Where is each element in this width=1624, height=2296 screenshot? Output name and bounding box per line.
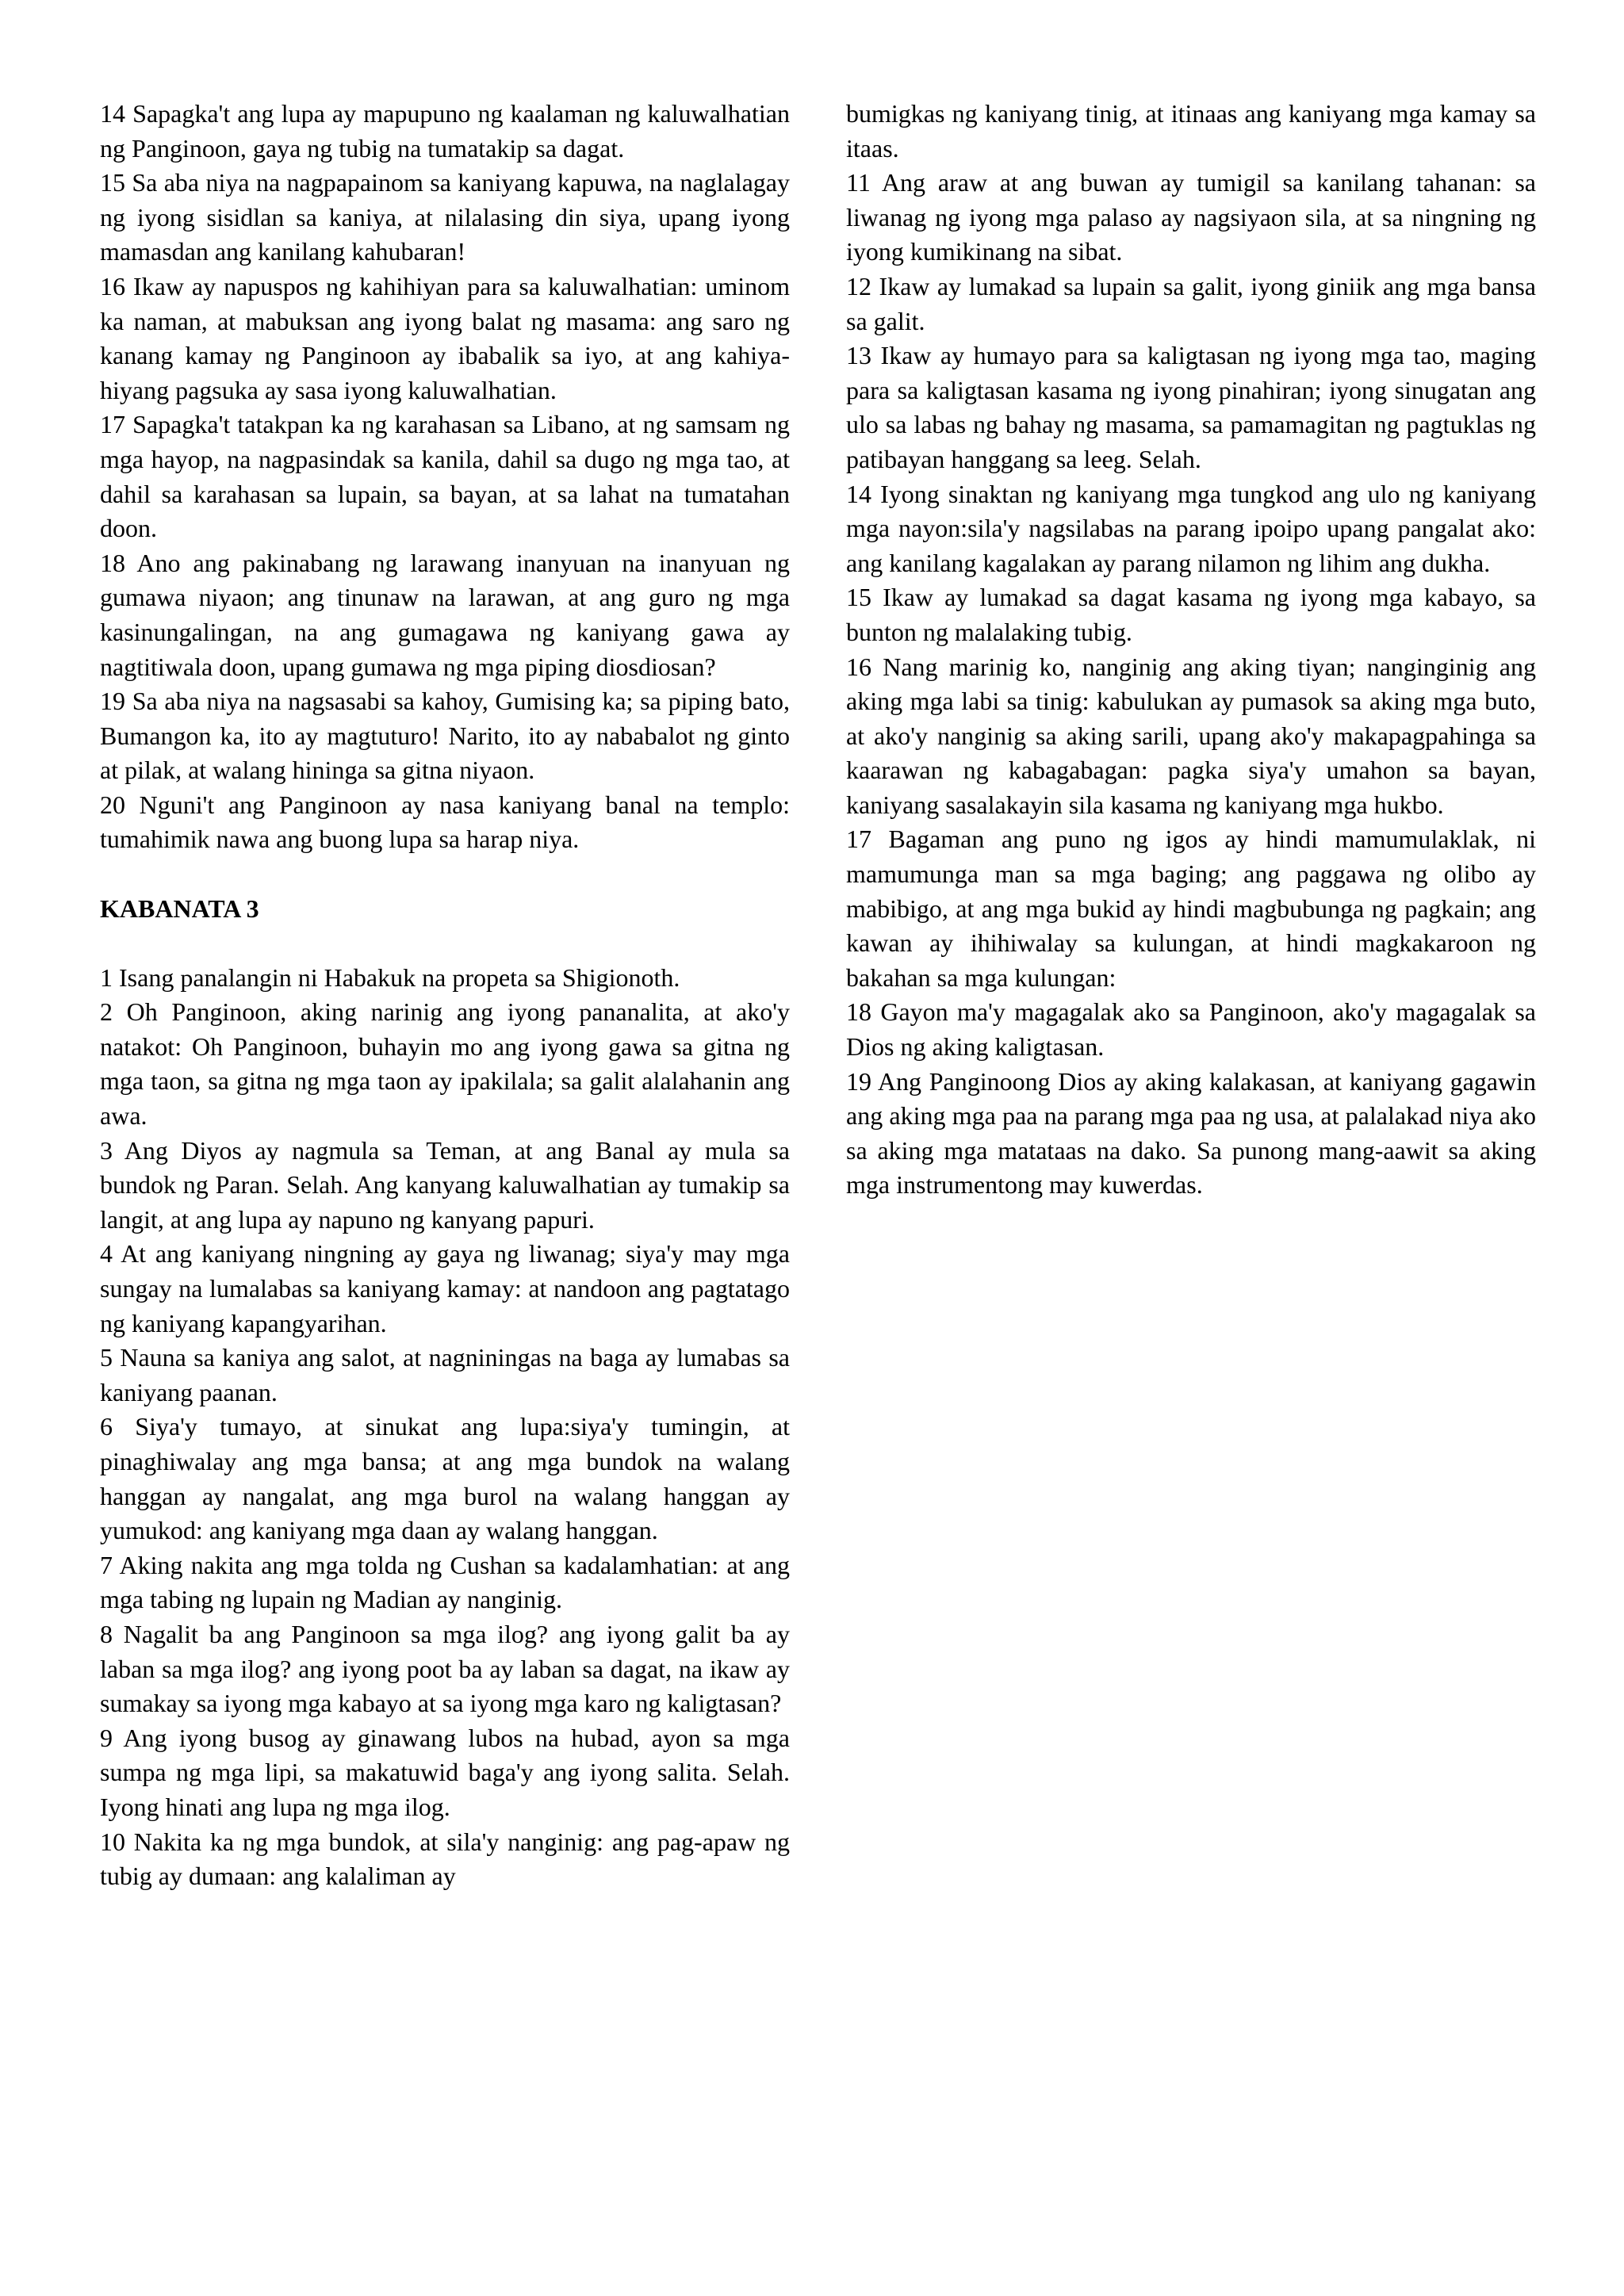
verse-3-12: 12 Ikaw ay lumakad sa lupain sa galit, iyong giniik ang mga bansa sa galit. xyxy=(846,271,1536,335)
chapter-heading: KABANATA 3 xyxy=(100,894,259,924)
verse-3-5: 5 Nauna sa kaniya ang salot, at nagniningas na baga ay lumabas sa kaniyang paanan. xyxy=(100,1343,790,1406)
verse-3-16: 16 Nang marinig ko, nanginig ang aking tiyan; nanginginig ang aking mga labi sa tinig: kabulukan ay pumasok sa aking mga buto, at ako'y nanginig sa aking sarili, upang ako'y makapagpahinga sa kaarawan ng kabagabagan: pagka siya'y umahon sa bayan, kaniyang sasalakayin sila kasama ng kaniyang mga hukbo. xyxy=(846,652,1536,819)
verse-3-14: 14 Iyong sinaktan ng kaniyang mga tungkod ang ulo ng kaniyang mga nayon:sila'y nagsilabas na parang ipoipo upang pangalat ako: ang kanilang kagalakan ay parang nilamon ng lihim ang dukha. xyxy=(846,479,1536,577)
verse-2-18: 18 Ano ang pakinabang ng larawang inanyuan na inanyuan ng gumawa niyaon; ang tinunaw na larawan, at ang guro ng mga kasinungalingan, na ang gumagawa ng kaniyang gawa ay nagtitiwala doon, upang gumawa ng mga piping diosdiosan? xyxy=(100,548,790,681)
verse-2-15: 15 Sa aba niya na nagpapainom sa kaniyang kapuwa, na naglalagay ng iyong sisidlan sa kaniya, at nilalasing din siya, upang iyong mamasdan ang kanilang kahubaran! xyxy=(100,168,790,266)
verse-3-6: 6 Siya'y tumayo, at sinukat ang lupa:siya'y tumingin, at pinaghiwalay ang mga bansa; at ang mga bundok na walang hanggan ay nangalat, ang mga burol na walang hanggan ay yumukod: ang kaniyang mga daan ay walang hanggan. xyxy=(100,1412,790,1545)
right-column xyxy=(846,97,1536,1203)
left-column xyxy=(100,97,790,1894)
verse-3-4: 4 At ang kaniyang ningning ay gaya ng liwanag; siya'y may mga sungay na lumalabas sa kaniyang kamay: at nandoon ang pagtatago ng kaniyang kapangyarihan. xyxy=(100,1239,790,1337)
verse-3-17: 17 Bagaman ang puno ng igos ay hindi mamumulaklak, ni mamumunga man sa mga baging; ang paggawa ng olibo ay mabibigo, at ang mga bukid ay hindi magbubunga ng pagkain; ang kawan ay ihihiwalay sa kulungan, at hindi magkakaroon ng bakahan sa mga kulungan: xyxy=(846,825,1536,992)
verse-3-7: 7 Aking nakita ang mga tolda ng Cushan sa kadalamhatian: at ang mga tabing ng lupain ng Madian ay nanginig. xyxy=(100,1550,790,1614)
verse-2-17: 17 Sapagka't tatakpan ka ng karahasan sa Libano, at ng samsam ng mga hayop, na nagpasindak sa kanila, dahil sa dugo ng mga tao, at dahil sa karahasan sa lupain, sa bayan, at sa lahat na tumatahan doon. xyxy=(100,410,790,543)
verse-3-1: 1 Isang panalangin ni Habakuk na propeta sa Shigionoth. xyxy=(100,962,680,992)
verse-2-16: 16 Ikaw ay napuspos ng kahihiyan para sa kaluwalhatian: uminom ka naman, at mabuksan ang iyong balat ng masama: ang saro ng kanang kamay ng Panginoon ay ibabalik sa iyo, at ang kahiya-hiyang pagsuka ay sasa iyong kaluwalhatian. xyxy=(100,271,790,404)
verse-3-2: 2 Oh Panginoon, aking narinig ang iyong pananalita, at ako'y natakot: Oh Panginoon, buhayin mo ang iyong gawa sa gitna ng mga taon, sa gitna ng mga taon ay ipakilala; sa galit alalahanin ang awa. xyxy=(100,997,790,1131)
verse-3-13: 13 Ikaw ay humayo para sa kaligtasan ng iyong mga tao, maging para sa kaligtasan kasama ng iyong pinahiran; iyong sinugatan ang ulo sa labas ng bahay ng masama, sa pamamagitan ng pagtuklas ng patibayan hanggang sa leeg. Selah. xyxy=(846,341,1536,473)
verse-3-3: 3 Ang Diyos ay nagmula sa Teman, at ang Banal ay mula sa bundok ng Paran. Selah. Ang kanyang kaluwalhatian ay tumakip sa langit, at ang lupa ay napuno ng kanyang papuri. xyxy=(100,1135,790,1234)
verse-3-10-continued: bumigkas ng kaniyang tinig, at itinaas ang kaniyang mga kamay sa itaas. xyxy=(846,99,1536,163)
verse-3-18: 18 Gayon ma'y magagalak ako sa Panginoon, ako'y magagalak sa Dios ng aking kaligtasan. xyxy=(846,997,1536,1062)
verse-2-19: 19 Sa aba niya na nagsasabi sa kahoy, Gumising ka; sa piping bato, Bumangon ka, ito ay magtuturo! Narito, ito ay nababalot ng ginto at pilak, at walang hininga sa gitna niyaon. xyxy=(100,687,790,785)
verse-3-11: 11 Ang araw at ang buwan ay tumigil sa kanilang tahanan: sa liwanag ng iyong mga palaso ay nagsiyaon sila, at sa ningning ng iyong kumikinang na sibat. xyxy=(846,168,1536,266)
verse-2-20: 20 Nguni't ang Panginoon ay nasa kaniyang banal na templo: tumahimik nawa ang buong lupa sa harap niya. xyxy=(100,790,790,854)
verse-2-14: 14 Sapagka't ang lupa ay mapupuno ng kaalaman ng kaluwalhatian ng Panginoon, gaya ng tubig na tumatakip sa dagat. xyxy=(100,99,790,163)
verse-3-19: 19 Ang Panginoong Dios ay aking kalakasan, at kaniyang gagawin ang aking mga paa na parang mga paa ng usa, at palalakad niya ako sa aking mga matataas na dako. Sa punong mang-aawit sa aking mga instrumentong may kuwerdas. xyxy=(846,1066,1536,1200)
verse-3-10-start: 10 Nakita ka ng mga bundok, at sila'y nanginig: ang pag-apaw ng tubig ay dumaan: ang kalaliman ay xyxy=(100,1827,790,1891)
verse-3-8: 8 Nagalit ba ang Panginoon sa mga ilog? ang iyong galit ba ay laban sa mga ilog? ang iyong poot ba ay laban sa dagat, na ikaw ay sumakay sa iyong mga kabayo at sa iyong mga karo ng kaligtasan? xyxy=(100,1619,790,1718)
verse-3-9: 9 Ang iyong busog ay ginawang lubos na hubad, ayon sa mga sumpa ng mga lipi, sa makatuwid baga'y ang iyong salita. Selah. Iyong hinati ang lupa ng mga ilog. xyxy=(100,1723,790,1821)
verse-3-15: 15 Ikaw ay lumakad sa dagat kasama ng iyong mga kabayo, sa bunton ng malalaking tubig. xyxy=(846,583,1536,646)
